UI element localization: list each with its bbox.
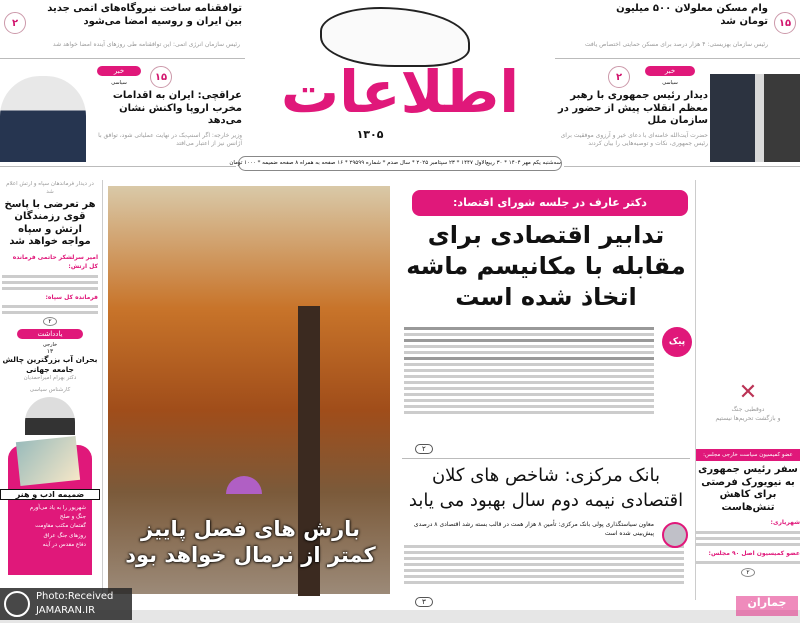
divider [564, 166, 800, 167]
masthead-logo [250, 2, 550, 150]
body-text [696, 561, 800, 564]
kicker: در دیدار فرماندهان سپاه و ارتش اعلام شد [6, 181, 94, 196]
bullet-2: عضو کمیسیون اصل ۹۰ مجلس: [708, 549, 800, 557]
page-ref[interactable]: ۲ [43, 317, 57, 326]
note-section: خارجی [42, 342, 58, 349]
right-title[interactable]: سفر رئیس جمهوری به نیویورک فرصتی برای کاهش تنش‌هاست [698, 464, 798, 513]
body-text [696, 531, 800, 546]
supplement-box[interactable] [8, 445, 92, 575]
bank-badge [662, 522, 688, 548]
logo-text: اطلاعات [280, 58, 520, 126]
column-divider [102, 180, 103, 600]
supplement-item: جنگ و صلح [59, 513, 86, 520]
crossed-icon: ✕ [738, 380, 758, 405]
page-number: ۱۵ [150, 66, 172, 88]
photo-caption: بارش های فصل پاییز کمتر از نرمال خواهد بود [125, 517, 376, 568]
divider [0, 166, 236, 167]
dateline: سه‌شنبه یکم مهر ۱۴۰۴ * ۳۰ ربیع‌الاول ۱۴۴۷ * ۲۳ سپتامبر ۲۰۲۵ * سال صدم * شماره ۲۹۵۹۹ * ۱۶ صفحه به همراه ۸ صفحه ضمیمه * ۱۰۰۰ تومان [238, 156, 562, 171]
umbrella-figure [226, 476, 262, 494]
supplement-item: دفاع مقدس در آینه [42, 541, 86, 548]
page-number: ۱۵ [774, 12, 796, 34]
note-title[interactable]: بحران آب بزرگترین چالش جامعه جهانی [2, 355, 98, 374]
supplement-title: ضمیمه ادب و هنر [0, 489, 100, 500]
supplement-item: شهریور را به یاد می‌آورم [29, 504, 86, 511]
section-tag: خبر [645, 66, 695, 76]
teaser-summary: رئیس سازمان بهزیستی: ۴ هزار درصد برای مسکن حمایتی اختصاص یافت [584, 41, 768, 48]
watermark [0, 588, 132, 620]
author-photo [25, 397, 75, 435]
column-divider [695, 180, 696, 600]
teaser-summary: رئیس سازمان انرژی اتمی: این توافقنامه طی روزهای آینده امضا خواهد شد [52, 41, 240, 48]
page-number: ۲ [4, 12, 26, 34]
note-tag: یادداشت [17, 329, 83, 339]
section-label: سیاسی [662, 80, 678, 86]
supplement-items [8, 500, 92, 555]
bullet-1: شهریاری: [770, 519, 800, 526]
araghchi-photo [0, 76, 86, 162]
second-body [404, 542, 684, 594]
story-araghchi[interactable] [0, 62, 245, 164]
note-page: ۱۳ [46, 348, 54, 356]
teaser-title: وام مسکن معلولان ۵۰۰ میلیون تومان شد [616, 3, 768, 27]
story-title: دیدار رئیس جمهوری با رهبر معظم انقلاب پیش از حضور در سازمان ملل [558, 90, 708, 126]
body-text [2, 275, 98, 290]
watermark-line2: JAMARAN.IR [36, 605, 96, 616]
supplement-item: روزهای جنگ عراق [43, 532, 86, 539]
caption-2: و بازگشت تحریم‌ها نیستیم [715, 415, 781, 422]
divider [402, 458, 690, 459]
bullet-1: امیر سرلشکر حاتمی فرمانده کل ارتش: [12, 253, 98, 271]
teaser-title: توافقنامه ساخت نیروگاه‌های اتمی جدید بین ایران و روسیه امضا می‌شود [47, 3, 242, 27]
site-stamp: جماران [736, 596, 798, 616]
note-author: دکتر بهرام امیراحمدیان [23, 375, 77, 382]
top-left-teaser[interactable] [0, 0, 250, 52]
section-label: سیاسی [111, 80, 127, 86]
left-column [2, 180, 98, 610]
bullet-2: فرمانده کل سپاه: [45, 293, 98, 301]
page-ref[interactable]: ۲ [741, 568, 755, 577]
story-title: عراقچی: ایران به اقدامات مخرب اروپا واکنش نشان می‌دهد [112, 90, 242, 126]
watermark-line1: Photo:Received [36, 591, 114, 602]
story-leader-meeting[interactable] [555, 62, 800, 164]
right-kicker: عضو کمیسیون سیاست خارجی مجلس: [696, 449, 800, 461]
autumn-photo[interactable] [108, 186, 390, 594]
story-summary: حضرت آیت‌الله خامنه‌ای با دعای خیر و آرزوی موفقیت برای رئیس جمهوری، نکات و توصیه‌هایی را بیان کردند [560, 132, 708, 148]
body-text [2, 305, 98, 314]
main-body [404, 324, 654, 434]
story-summary: وزیر خارجه: اگر اسنپ‌بک در نهایت عملیاتی شود، توافق با آژانس نیز از اعتبار می‌افتد [98, 132, 242, 148]
pik-badge: پیک [662, 327, 692, 357]
jamaran-logo [4, 591, 30, 617]
divider [0, 58, 245, 59]
caption-1: دوقطبی جنگ [731, 406, 765, 413]
second-lead: معاون سیاستگذاری پولی بانک مرکزی: تأمین ۸ هزار همت در قالب بسته رشد اقتصادی ۸ درصدی پیش‌بینی شده است [413, 521, 654, 537]
logo-year: ۱۳۰۵ [356, 128, 384, 141]
story-title[interactable]: هر تعرضی با پاسخ قوی رزمندگان ارتش و سپاه مواجه خواهد شد [4, 198, 96, 247]
page-ref[interactable]: ۳ [415, 597, 433, 607]
top-right-teaser[interactable] [550, 0, 800, 52]
section-tag: خبر [97, 66, 141, 76]
divider [555, 58, 800, 59]
supplement-image [16, 436, 80, 486]
page-ref[interactable]: ۲ [415, 444, 433, 454]
main-kicker: دکتر عارف در جلسه شورای اقتصاد: [412, 190, 688, 216]
supplement-item: گفتمان مکتب مقاومت [35, 523, 86, 530]
main-headline[interactable]: تدابیر اقتصادی برای مقابله با مکانیسم ماشه اتخاذ شده است [406, 221, 686, 312]
author-label: کارشناس سیاسی [29, 387, 71, 394]
second-headline[interactable]: بانک مرکزی: شاخص های کلان اقتصادی نیمه دوم سال بهبود می یابد [408, 465, 684, 512]
page-number: ۲ [608, 66, 630, 88]
meeting-photo [710, 74, 800, 162]
right-column [696, 180, 800, 610]
